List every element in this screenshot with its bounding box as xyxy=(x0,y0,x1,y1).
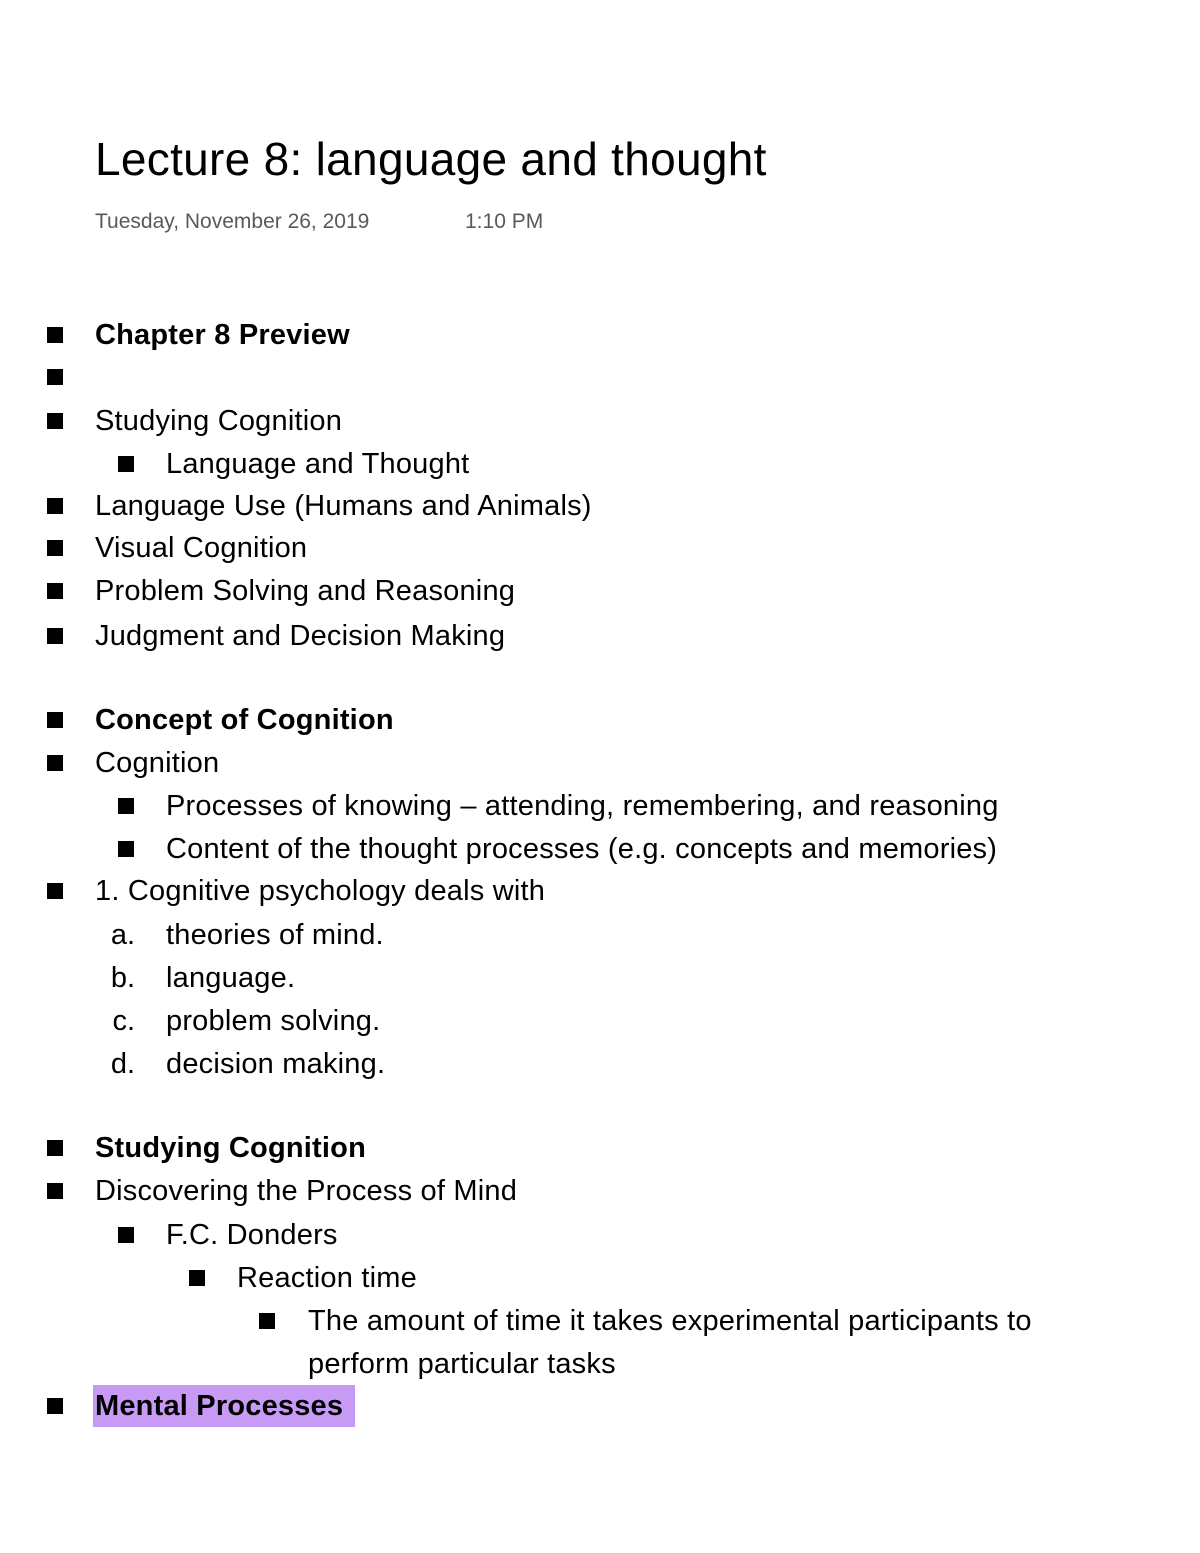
page-title: Lecture 8: language and thought xyxy=(95,133,767,185)
square-bullet-icon xyxy=(47,1140,63,1156)
list-item-text: 1. Cognitive psychology deals with xyxy=(95,875,546,907)
square-bullet-icon xyxy=(118,841,134,857)
list-item-text: problem solving. xyxy=(166,1005,381,1037)
list-item-text: Problem Solving and Reasoning xyxy=(95,575,516,607)
list-item-text: F.C. Donders xyxy=(166,1219,338,1251)
list-item-text: Studying Cognition xyxy=(95,1132,366,1164)
list-item-text: language. xyxy=(166,962,296,994)
square-bullet-icon xyxy=(47,1398,63,1414)
square-bullet-icon xyxy=(189,1270,205,1286)
list-item-text: Content of the thought processes (e.g. concepts and memories) xyxy=(166,833,998,865)
list-item-text: Studying Cognition xyxy=(95,405,343,437)
note-date: Tuesday, November 26, 2019 xyxy=(95,210,370,233)
list-item-text: Reaction time xyxy=(237,1262,417,1294)
list-item-text: Language and Thought xyxy=(166,448,470,480)
square-bullet-icon xyxy=(47,712,63,728)
square-bullet-icon xyxy=(118,798,134,814)
square-bullet-icon xyxy=(47,413,63,429)
square-bullet-icon xyxy=(47,327,63,343)
list-letter: d. xyxy=(110,1048,135,1080)
list-item-text: Cognition xyxy=(95,747,220,779)
list-item-text: Visual Cognition xyxy=(95,532,308,564)
square-bullet-icon xyxy=(47,628,63,644)
square-bullet-icon xyxy=(47,540,63,556)
square-bullet-icon xyxy=(47,369,63,385)
highlighted-text: Mental Processes xyxy=(93,1385,355,1427)
square-bullet-icon xyxy=(47,755,63,771)
square-bullet-icon xyxy=(47,883,63,899)
square-bullet-icon xyxy=(47,498,63,514)
list-item-text: The amount of time it takes experimental participants to xyxy=(308,1305,1032,1337)
list-item-text: Judgment and Decision Making xyxy=(95,620,506,652)
list-letter: c. xyxy=(112,1005,135,1037)
list-item-text: Processes of knowing – attending, remembering, and reasoning xyxy=(166,790,999,822)
list-item-text xyxy=(95,1385,355,1427)
list-item-text: decision making. xyxy=(166,1048,386,1080)
list-letter: a. xyxy=(110,919,135,951)
list-item-text: perform particular tasks xyxy=(308,1348,616,1380)
square-bullet-icon xyxy=(47,1183,63,1199)
square-bullet-icon xyxy=(259,1313,275,1329)
list-item-text: Language Use (Humans and Animals) xyxy=(95,490,592,522)
list-item-text: Chapter 8 Preview xyxy=(95,319,350,351)
list-letter: b. xyxy=(110,962,135,994)
square-bullet-icon xyxy=(47,583,63,599)
list-item-text: Discovering the Process of Mind xyxy=(95,1175,518,1207)
square-bullet-icon xyxy=(118,1227,134,1243)
note-time: 1:10 PM xyxy=(465,210,544,233)
square-bullet-icon xyxy=(118,456,134,472)
list-item-text: theories of mind. xyxy=(166,919,384,951)
list-item-text: Concept of Cognition xyxy=(95,704,394,736)
